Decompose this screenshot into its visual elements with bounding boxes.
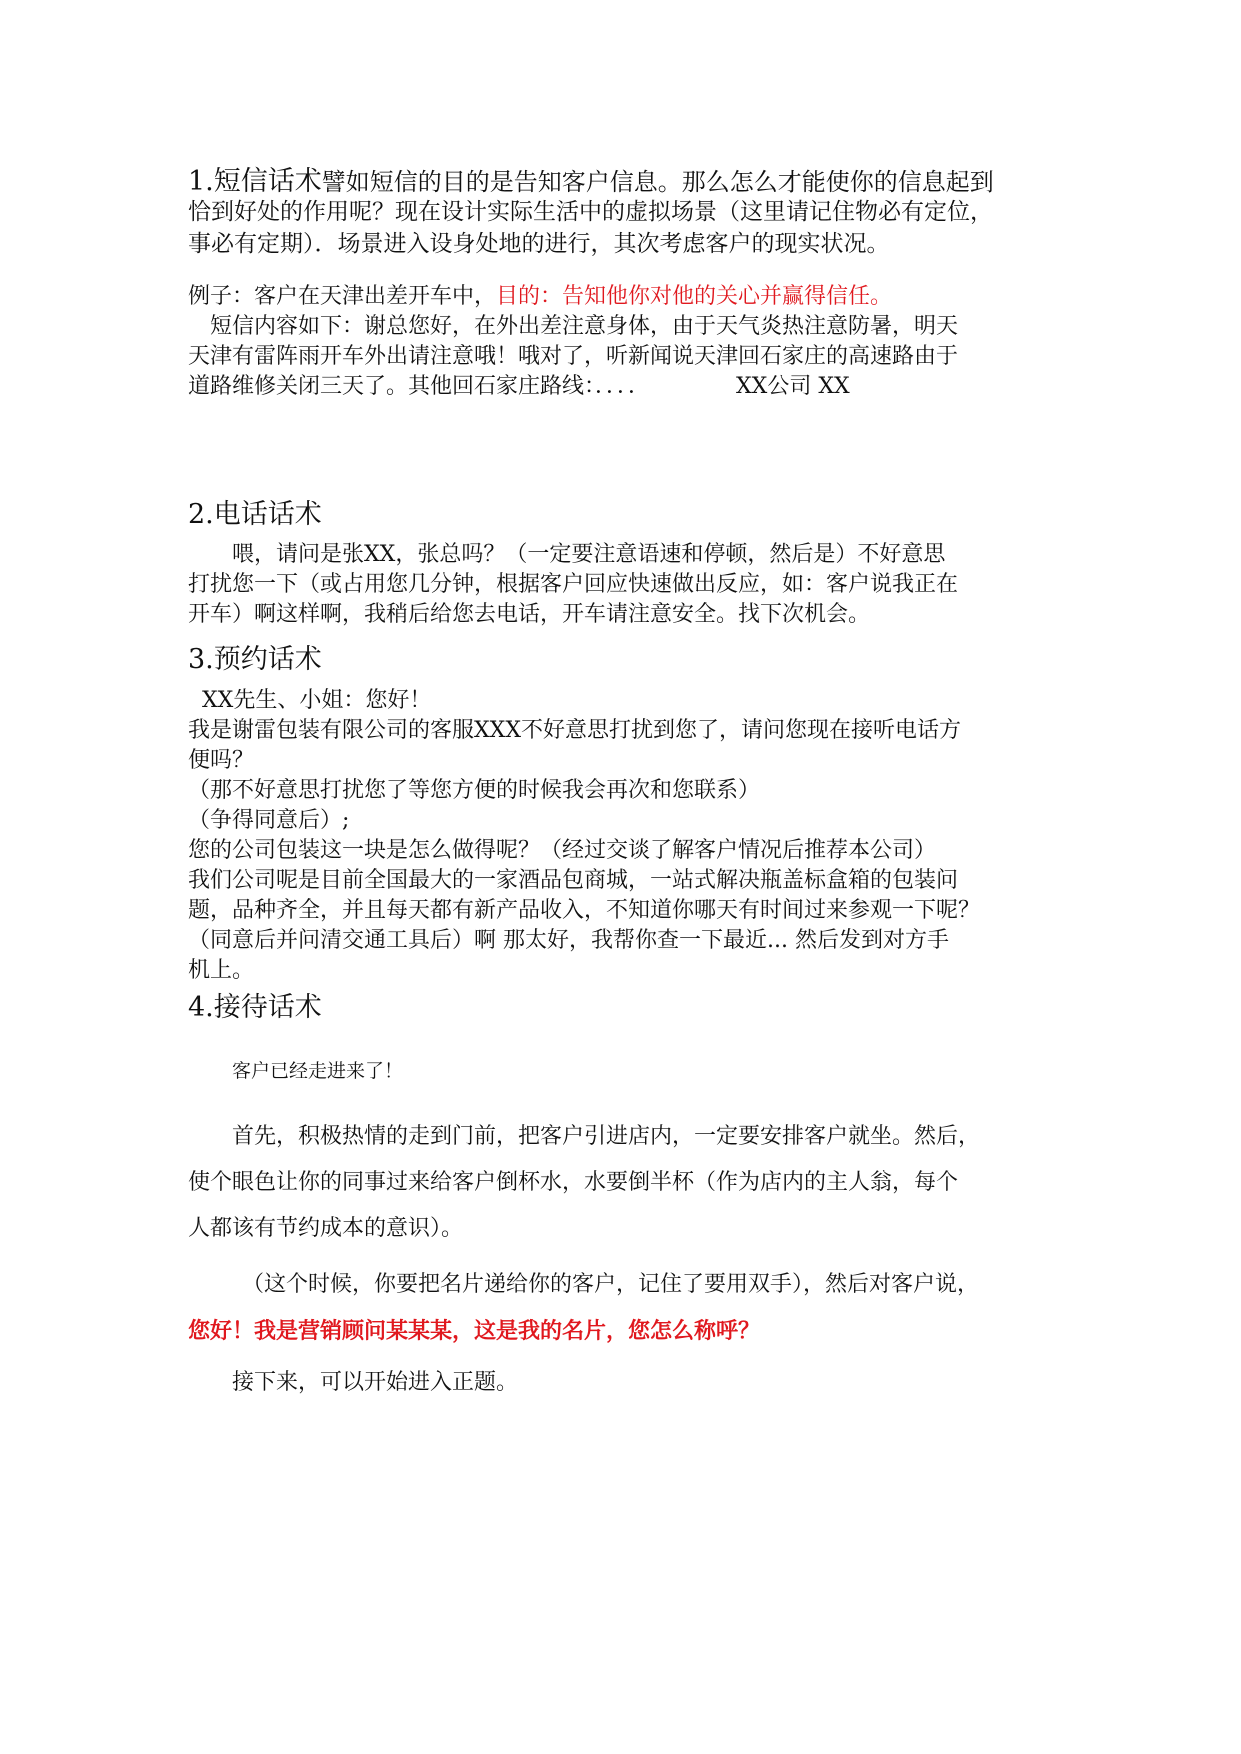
reception-paragraph xyxy=(188,1114,1068,1252)
sms-content-line: 天津有雷阵雨开车外出请注意哦！哦对了，听新闻说天津回石家庄的高速路由于 xyxy=(188,344,959,369)
heading-reception: 4.接待话术 xyxy=(188,992,322,1023)
sms-content-line: 短信内容如下：谢总您好，在外出差注意身体，由于天气炎热注意防暑，明天 xyxy=(210,314,959,339)
heading-sms: 1.短信话术 xyxy=(188,166,322,197)
section-phone xyxy=(188,540,1068,630)
text-line: XX先生、小姐：您好！ xyxy=(202,688,432,713)
text-line: 您的公司包装这一块是怎么做得呢？（经过交谈了解客户情况后推荐本公司） xyxy=(188,838,937,863)
text-line: 人都该有节约成本的意识）。 xyxy=(188,1216,464,1241)
greeting-line: 您好！我是营销顾问某某某，这是我的名片，您怎么称呼？ xyxy=(188,1318,761,1344)
text-line: 便吗？ xyxy=(188,748,255,773)
text-line: 打扰您一下（或占用您几分钟，根据客户回应快速做出反应，如：客户说我正在 xyxy=(188,572,959,597)
example-prefix: 例子：客户在天津出差开车中， xyxy=(188,284,497,309)
text-line: （同意后并问清交通工具后）啊 那太好，我帮你查一下最近... 然后发到对方手 xyxy=(188,928,949,953)
text-line: （那不好意思打扰您了等您方便的时候我会再次和您联系） xyxy=(188,778,761,803)
next-step-line: 接下来，可以开始进入正题。 xyxy=(232,1370,519,1395)
sms-intro-text: 譬如短信的目的是告知客户信息。那么怎么才能使你的信息起到 xyxy=(321,168,994,196)
text-line: 喂，请问是张XX，张总吗？（一定要注意语速和停顿，然后是）不好意思 xyxy=(232,542,946,567)
text-line: 我是谢雷包装有限公司的客服XXX不好意思打扰到您了，请问您现在接听电话方 xyxy=(188,718,961,743)
heading-phone: 2.电话话术 xyxy=(188,499,322,530)
sms-content-text: 道路维修关闭三天了。其他回石家庄路线：．．．． xyxy=(188,374,651,399)
customer-arrival: 客户已经走进来了！ xyxy=(232,1060,404,1082)
text-line: 我们公司呢是目前全国最大的一家酒品包商城，一站式解决瓶盖标盒箱的包装问 xyxy=(188,868,959,893)
sms-intro-continued xyxy=(188,197,1068,259)
text-line: 开车）啊这样啊，我稍后给您去电话，开车请注意安全。找下次机会。 xyxy=(188,602,871,627)
text-line: （争得同意后）; xyxy=(188,808,350,833)
text-line: 题，品种齐全，并且每天都有新产品收入，不知道你哪天有时间过来参观一下呢？ xyxy=(188,898,981,923)
sms-example xyxy=(188,282,1068,402)
text-line: 机上。 xyxy=(188,958,255,983)
section-appointment xyxy=(188,686,1068,986)
text-line: （这个时候，你要把名片递给你的客户，记住了要用双手），然后对客户说， xyxy=(242,1272,980,1297)
sms-first-line xyxy=(188,162,1068,202)
text-line: 恰到好处的作用呢？现在设计实际生活中的虚拟场景（这里请记住物必有定位， xyxy=(188,199,993,225)
text-line: 首先，积极热情的走到门前，把客户引进店内，一定要安排客户就坐。然后， xyxy=(232,1124,981,1149)
sms-content-line xyxy=(188,372,1068,402)
example-line xyxy=(188,282,1068,312)
section-sms xyxy=(188,162,1068,202)
sms-signature: XX公司 XX xyxy=(736,374,850,399)
heading-appointment: 3.预约话术 xyxy=(188,644,322,675)
text-line: 使个眼色让你的同事过来给客户倒杯水，水要倒半杯（作为店内的主人翁，每个 xyxy=(188,1170,959,1195)
example-goal: 目的：告知他你对他的关心并赢得信任。 xyxy=(496,284,893,309)
text-line: 事必有定期）．场景进入设身处地的进行，其次考虑客户的现实状况。 xyxy=(188,231,890,257)
business-card-paragraph xyxy=(188,1262,1068,1354)
